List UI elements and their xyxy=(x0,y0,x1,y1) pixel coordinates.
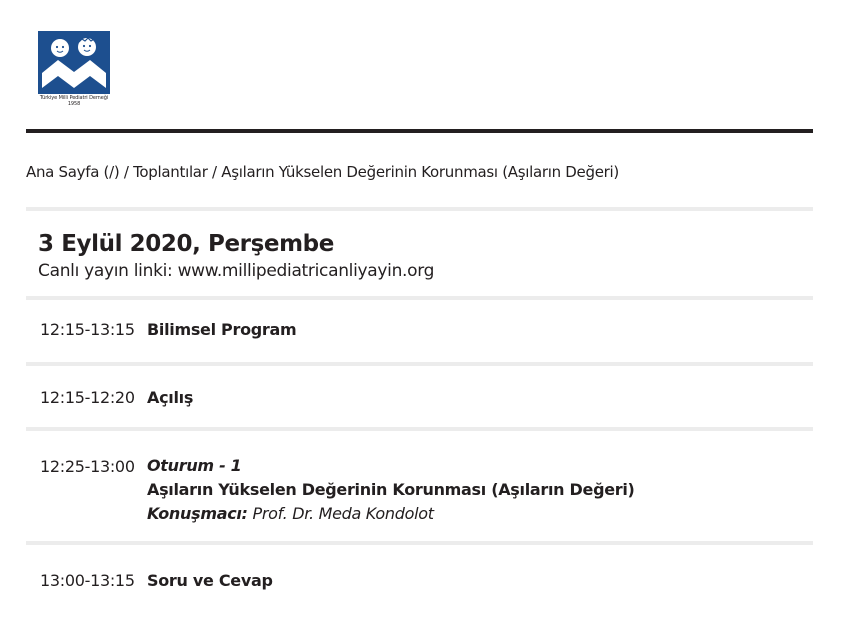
session-label: Oturum - 1 xyxy=(147,456,242,475)
site-logo[interactable] xyxy=(38,31,110,107)
children-faces-icon xyxy=(38,31,110,94)
breadcrumb-meetings[interactable]: / Toplantılar xyxy=(123,163,208,181)
event-date-heading: 3 Eylül 2020, Perşembe xyxy=(38,231,334,257)
breadcrumb-home-link[interactable]: Ana Sayfa (/) xyxy=(26,163,120,181)
speaker-name: Prof. Dr. Meda Kondolot xyxy=(252,504,434,523)
program-title: Açılış xyxy=(147,388,194,407)
program-time: 12:15-12:20 xyxy=(40,388,135,407)
header-divider xyxy=(26,129,813,133)
program-time: 12:15-13:15 xyxy=(40,320,135,339)
program-time: 12:25-13:00 xyxy=(40,457,135,476)
divider xyxy=(26,362,813,366)
divider xyxy=(26,427,813,431)
program-title: Bilimsel Program xyxy=(147,320,297,339)
speaker-label: Konuşmacı: xyxy=(147,504,248,523)
live-stream-link[interactable]: Canlı yayın linki: www.millipediatricanliyayin.org xyxy=(38,261,435,281)
divider xyxy=(26,207,813,211)
program-title: Aşıların Yükselen Değerinin Korunması (Aşıların Değeri) xyxy=(147,480,635,499)
program-time: 13:00-13:15 xyxy=(40,571,135,590)
logo-caption: Türkiye Milli Pediatri Derneği 1958 xyxy=(39,95,109,107)
breadcrumb-current: / Aşıların Yükselen Değerinin Korunması (Aşıların Değeri) xyxy=(212,163,619,181)
divider xyxy=(26,541,813,545)
session-details xyxy=(147,454,635,526)
breadcrumb xyxy=(26,163,619,181)
divider xyxy=(26,296,813,300)
speaker-line xyxy=(147,502,635,526)
program-title: Soru ve Cevap xyxy=(147,571,273,590)
logo-mark xyxy=(38,31,110,94)
